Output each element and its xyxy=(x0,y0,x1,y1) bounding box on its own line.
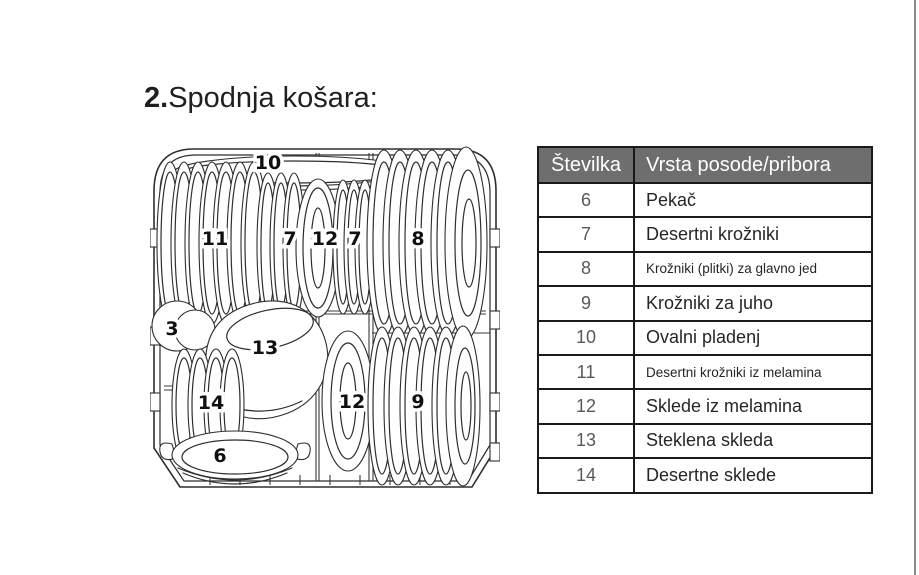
part-number-cell: 14 xyxy=(538,458,634,492)
title-text: Spodnja košara: xyxy=(168,82,378,114)
table-row xyxy=(538,183,872,217)
part-name-cell: Steklena skleda xyxy=(634,424,872,458)
part-name-cell: Desertne sklede xyxy=(634,458,872,492)
part-number-cell: 9 xyxy=(538,286,634,320)
diagram-label-12: 12 xyxy=(338,391,366,413)
table-row xyxy=(538,252,872,286)
part-name-cell: Pekač xyxy=(634,183,872,217)
diagram-label-3: 3 xyxy=(165,318,179,340)
part-number-cell: 7 xyxy=(538,217,634,251)
part-name-cell: Sklede iz melamina xyxy=(634,389,872,423)
page-title xyxy=(144,82,378,115)
diagram-label-6: 6 xyxy=(213,445,227,467)
part-number-cell: 10 xyxy=(538,321,634,355)
diagram-label-13: 13 xyxy=(251,337,279,359)
diagram-label-8: 8 xyxy=(411,228,425,250)
table-row xyxy=(538,286,872,320)
part-name-cell: Krožniki za juho xyxy=(634,286,872,320)
basket-line-art xyxy=(150,143,500,492)
page-edge-line xyxy=(914,0,916,575)
lower-basket-diagram xyxy=(150,143,500,492)
header-type: Vrsta posode/pribora xyxy=(634,147,872,183)
header-number: Številka xyxy=(538,147,634,183)
table-row xyxy=(538,217,872,251)
title-number: 2. xyxy=(144,82,169,114)
diagram-label-7: 7 xyxy=(348,228,362,250)
part-name-cell: Desertni krožniki xyxy=(634,217,872,251)
diagram-label-12: 12 xyxy=(311,228,339,250)
part-name-cell: Ovalni pladenj xyxy=(634,321,872,355)
table-row xyxy=(538,321,872,355)
part-name-cell: Krožniki (plitki) za glavno jed xyxy=(634,252,872,286)
table-row xyxy=(538,424,872,458)
table-row xyxy=(538,458,872,492)
part-name-cell: Desertni krožniki iz melamina xyxy=(634,355,872,389)
plate-stack-8 xyxy=(367,147,487,339)
table-header-row xyxy=(538,147,872,183)
diagram-label-10: 10 xyxy=(254,152,282,174)
table-row xyxy=(538,355,872,389)
diagram-label-14: 14 xyxy=(197,392,225,414)
part-number-cell: 8 xyxy=(538,252,634,286)
table-row xyxy=(538,389,872,423)
parts-table-container xyxy=(537,146,873,494)
part-number-cell: 11 xyxy=(538,355,634,389)
diagram-label-11: 11 xyxy=(201,228,229,250)
diagram-label-7: 7 xyxy=(283,228,297,250)
part-number-cell: 13 xyxy=(538,424,634,458)
parts-table xyxy=(537,146,873,494)
diagram-label-9: 9 xyxy=(411,391,425,413)
part-number-cell: 12 xyxy=(538,389,634,423)
part-number-cell: 6 xyxy=(538,183,634,217)
